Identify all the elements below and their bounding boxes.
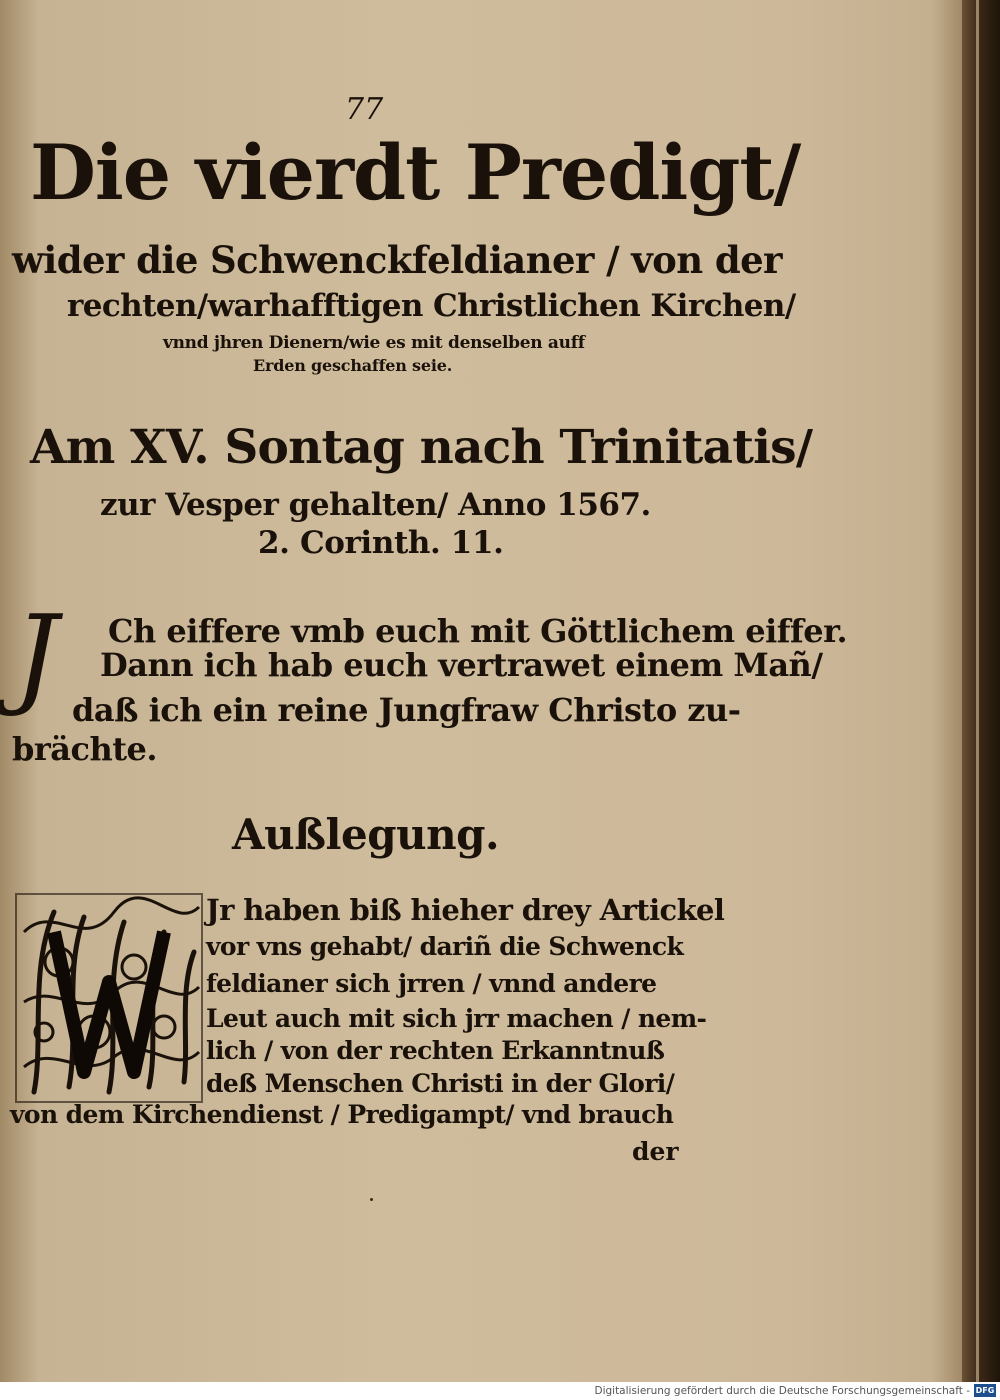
exposition-line: von dem Kirchendienst / Predigampt/ vnd brauch bbox=[10, 1100, 674, 1129]
text-initial-letter: J bbox=[14, 591, 59, 719]
decorated-initial-letter: W bbox=[108, 1032, 110, 1033]
occasion-heading: Am XV. Sontag nach Trinitatis/ bbox=[30, 420, 813, 475]
scripture-text-line: Dann ich hab euch vertrawet einem Mañ/ bbox=[100, 646, 823, 684]
page-title: Die vierdt Predigt/ bbox=[30, 128, 801, 217]
scripture-text-line: daß ich ein reine Jungfraw Christo zu- bbox=[72, 691, 741, 729]
subtitle-line-3: vnnd jhren Dienern/wie es mit denselben auff bbox=[163, 333, 585, 353]
subtitle-line-4: Erden geschaffen seie. bbox=[253, 356, 453, 375]
exposition-line: vor vns gehabt/ dariñ die Schwenck bbox=[206, 932, 684, 961]
section-heading: Außlegung. bbox=[232, 810, 500, 859]
scripture-reference: 2. Corinth. 11. bbox=[258, 525, 504, 561]
exposition-line: Jr haben biß hieher drey Artickel bbox=[206, 893, 725, 927]
dfg-logo: DFG bbox=[975, 1386, 995, 1395]
page-number: 77 bbox=[345, 92, 384, 127]
catchword: der bbox=[632, 1137, 679, 1166]
subtitle-line-1: wider die Schwenckfeldianer / von der bbox=[12, 238, 782, 282]
exposition-line: feldianer sich jrren / vnnd andere bbox=[206, 969, 657, 998]
exposition-line: lich / von der rechten Erkanntnuß bbox=[206, 1036, 665, 1065]
exposition-line: deß Menschen Christi in der Glori/ bbox=[206, 1069, 675, 1098]
scripture-text-line: brächte. bbox=[12, 730, 157, 768]
book-gutter bbox=[962, 0, 1000, 1382]
ink-speck bbox=[370, 1198, 373, 1201]
decorated-initial-w bbox=[14, 892, 204, 1104]
scripture-text-line: Ch eiffere vmb euch mit Göttlichem eiffer. bbox=[108, 612, 848, 650]
occasion-subheading: zur Vesper gehalten/ Anno 1567. bbox=[100, 487, 651, 523]
page-edge bbox=[976, 0, 979, 1382]
exposition-line: Leut auch mit sich jrr machen / nem- bbox=[206, 1004, 707, 1033]
subtitle-line-2: rechten/warhafftigen Christlichen Kirchen/ bbox=[67, 288, 796, 324]
footer-credit: Digitalisierung gefördert durch die Deutsche Forschungsgemeinschaft - bbox=[594, 1385, 970, 1397]
